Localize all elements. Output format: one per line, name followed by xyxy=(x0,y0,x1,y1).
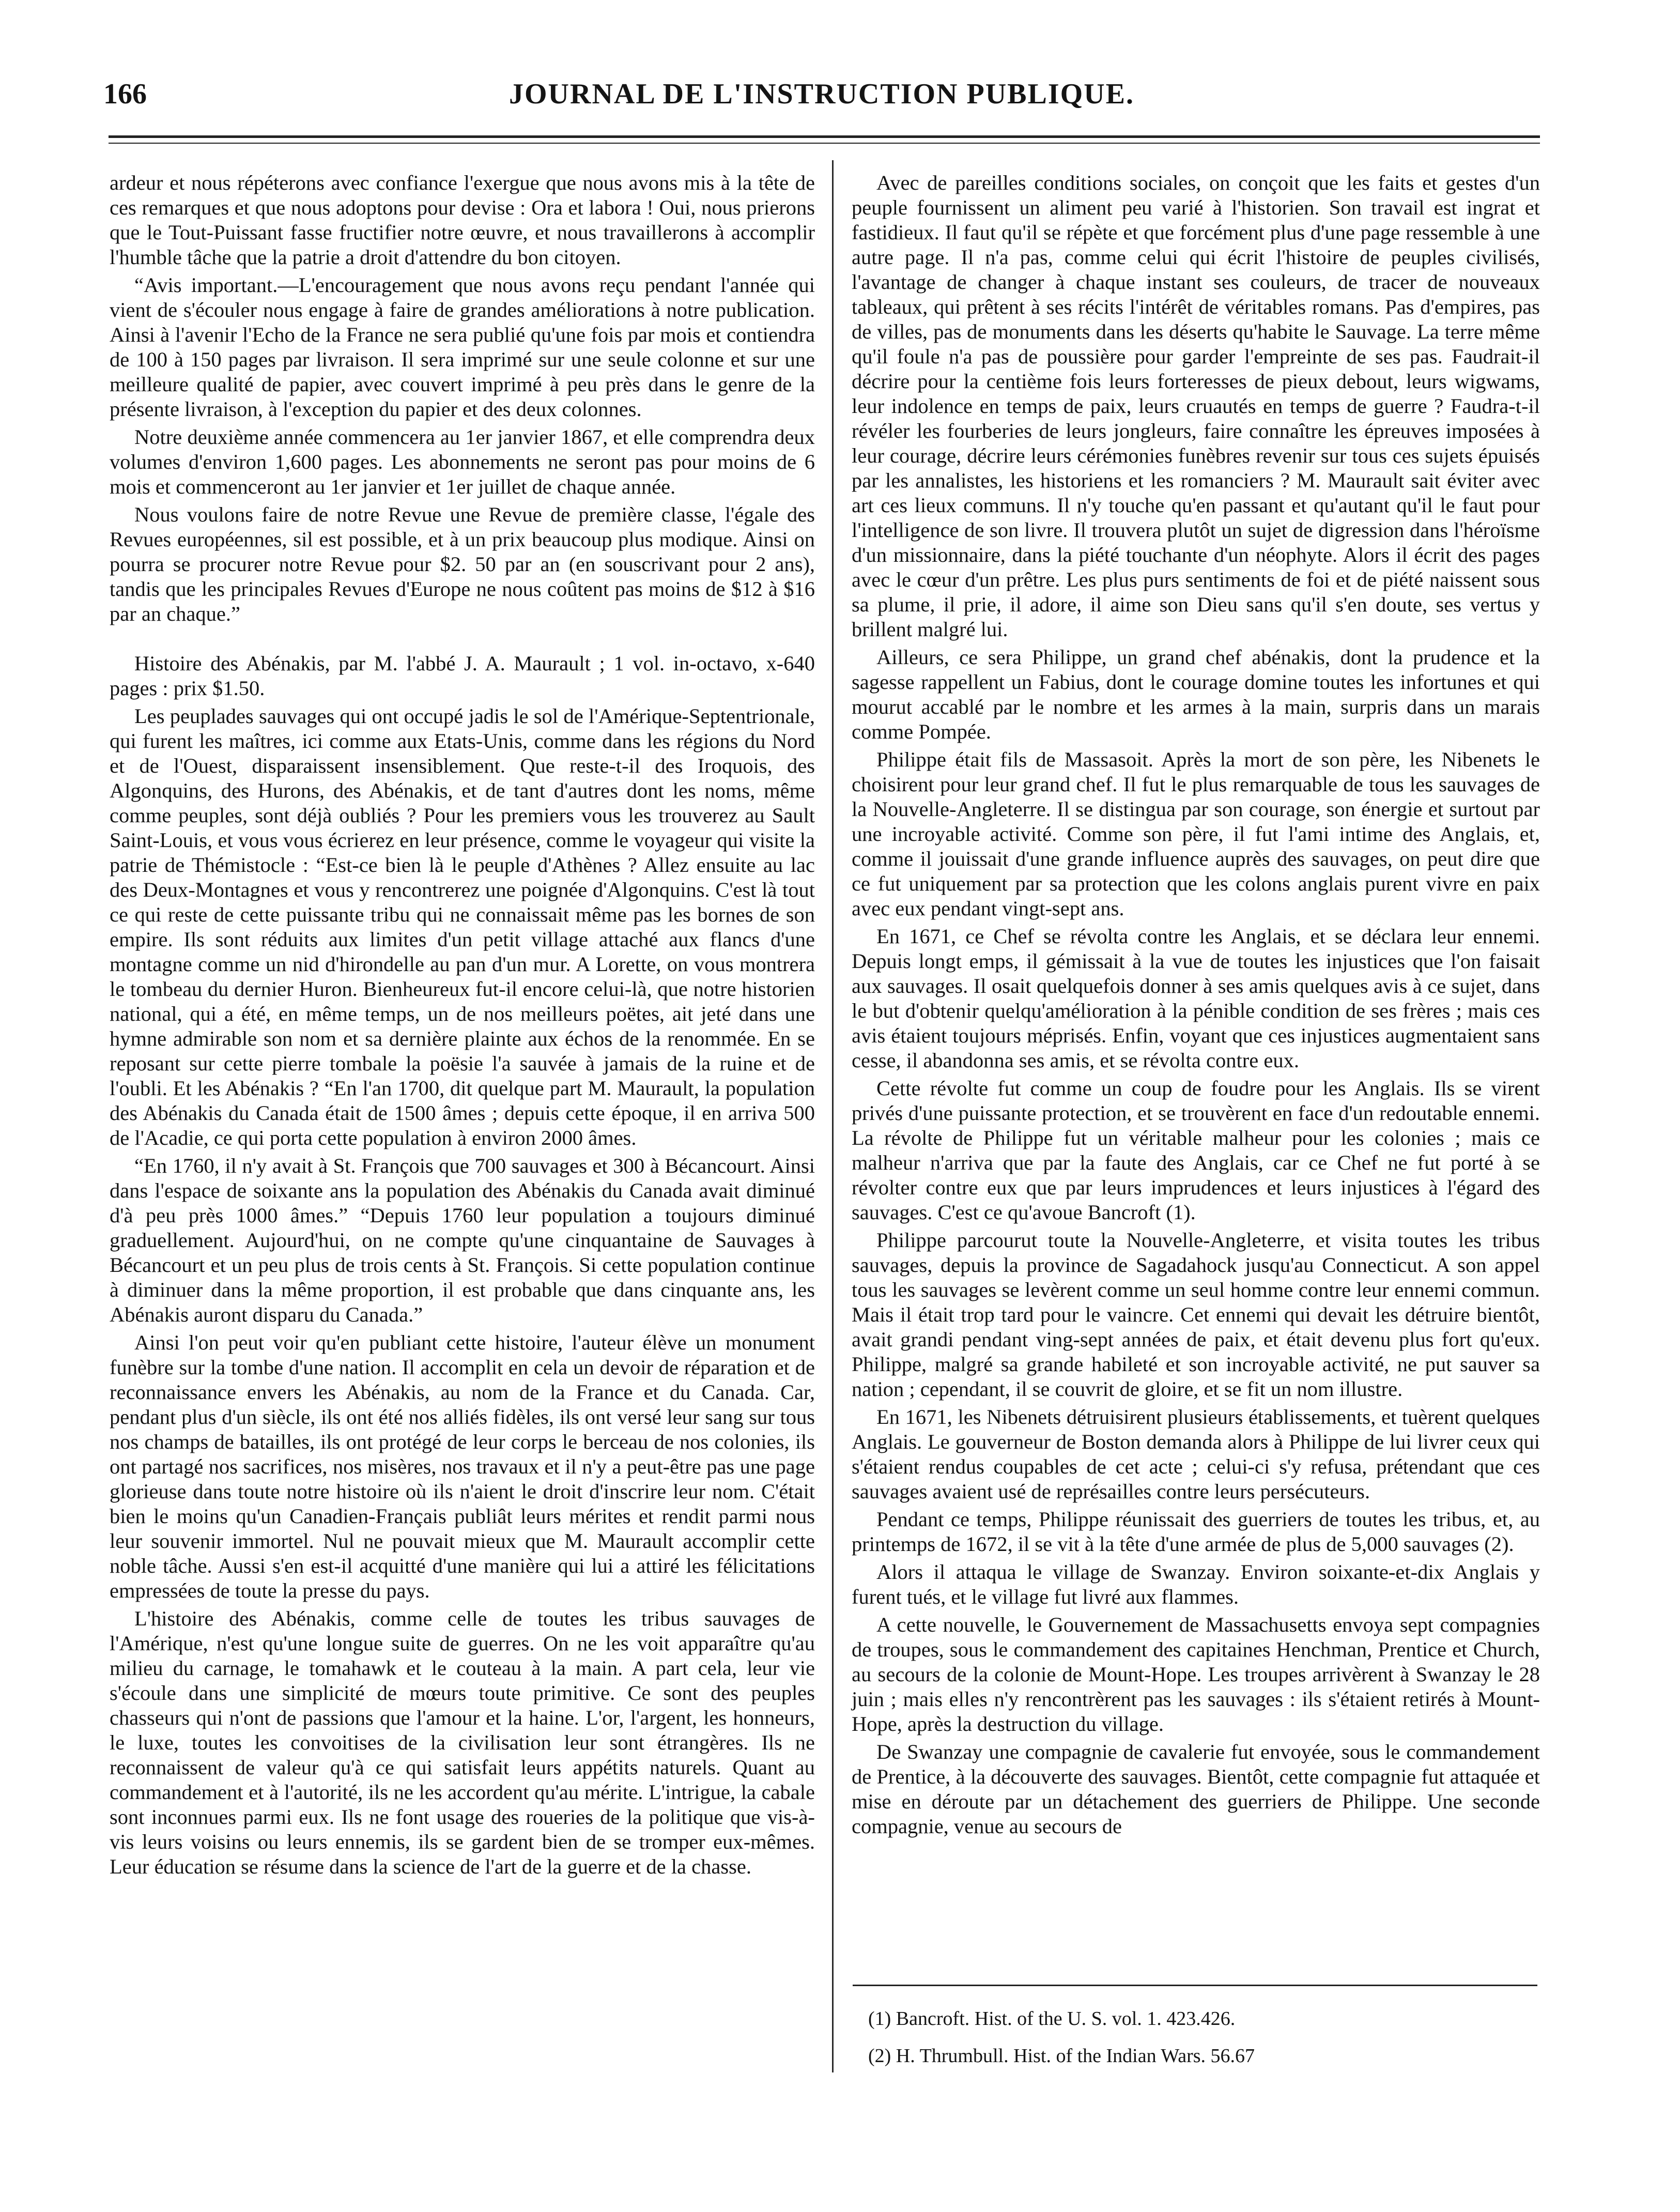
paragraph: Philippe parcourut toute la Nouvelle-Angleterre, et visita toutes les tribus sauvages, depuis la province de Sagadahock jusqu'au Connecticut. A son appel tous les sauvages se levèrent comme un seul homme contre leur ennemi commun. Mais il était trop tard pour le vaincre. Cet ennemi qui devait les détruire bientôt, avait grandi pendant ving-sept années de paix, et était devenu plus fort qu'eux. Philippe, malgré sa grande habileté et son incroyable activité, ne put sauver sa nation ; cependant, il se couvrit de gloire, et se fit un nom illustre. xyxy=(852,1228,1540,1401)
paragraph: Les peuplades sauvages qui ont occupé jadis le sol de l'Amérique-Septentrionale, qui furent les maîtres, ici comme aux Etats-Unis, comme dans les régions du Nord et de l'Ouest, disparaissent insensiblement. Que reste-t-il des Iroquois, des Algonquins, des Hurons, des Abénakis, et de tant d'autres dont les noms, même comme peuples, sont déjà oubliés ? Pour les premiers vous les trouverez au Sault Saint-Louis, et vous vous écrierez en leur présence, comme le voyageur qui visite la patrie de Thémistocle : “Est-ce bien là le peuple d'Athènes ? Allez ensuite au lac des Deux-Montagnes et vous y rencontrerez une poignée d'Algonquins. C'est là tout ce qui reste de cette puissante tribu qui ne connaissait même pas les bornes de son empire. Ils sont réduits aux limites d'un petit village attaché aux flancs d'une montagne comme un nid d'hirondelle au pan d'un mur. A Lorette, on vous montrera le tombeau du dernier Huron. Bienheureux fut-il encore celui-là, que notre historien national, qui a été, en même temps, un de nos meilleurs poëtes, ait jeté dans une hymne admirable son nom et sa dernière plainte aux échos de la renommée. En se reposant sur cette pierre tombale la poësie l'a sauvée à jamais de la ruine et de l'oubli. Et les Abénakis ? “En l'an 1700, dit quelque part M. Maurault, la population des Abénakis du Canada était de 1500 âmes ; depuis cette époque, il en arriva 500 de l'Acadie, ce qui porta cette population à environ 2000 âmes. xyxy=(110,704,815,1149)
footnotes xyxy=(868,2005,1535,2080)
footnote-1: (1) Bancroft. Hist. of the U. S. vol. 1. 423.426. xyxy=(868,2008,1236,2030)
paragraph: De Swanzay une compagnie de cavalerie fut envoyée, sous le commandement de Prentice, à la découverte des sauvages. Bientôt, cette compagnie fut attaquée et mise en déroute par un détachement des guerriers de Philippe. Une seconde compagnie, venue au secours de xyxy=(852,1740,1540,1838)
paragraph: Pendant ce temps, Philippe réunissait des guerriers de toutes les tribus, et, au printemps de 1672, il se vit à la tête d'une armée de plus de 5,000 sauvages (2). xyxy=(852,1508,1540,1556)
paragraph: Cette révolte fut comme un coup de foudre pour les Anglais. Ils se virent privés d'une puissante protection, et se trouvèrent en face d'un redoutable ennemi. La révolte de Philippe fut un véritable malheur pour les colonies ; mais ce malheur n'arriva que par la faute des Anglais, car ce Chef ne fut porté à se révolter contre eux que par leurs imprudences et leurs injustices à l'égard des sauvages. C'est ce qu'avoue Bancroft (1). xyxy=(852,1077,1540,1224)
paragraph: En 1671, ce Chef se révolta contre les Anglais, et se déclara leur ennemi. Depuis longt emps, il gémissait à la vue de toutes les injustices que l'on faisait aux sauvages. Il osait quelquefois donner à ses amis quelques avis à ce sujet, dans le but d'obtenir quelqu'amélioration à la pénible condition de ses frères ; mais ces avis étaient toujours méprisés. Enfin, voyant que ces injustices augmentaient sans cesse, il abandonna ses amis, et se révolta contre eux. xyxy=(852,925,1540,1072)
right-column xyxy=(852,171,1540,1842)
paragraph: “En 1760, il n'y avait à St. François que 700 sauvages et 300 à Bécancourt. Ainsi dans l'espace de soixante ans la population des Abénakis du Canada avait diminué d'à peu près 1000 âmes.” “Depuis 1760 leur population a toujours diminué graduellement. Aujourd'hui, on ne compte qu'une cinquantaine de Sauvages à Bécancourt et un peu plus de trois cents à St. François. Si cette population continue à diminuer dans la même proportion, il est probable que dans cinquante ans, les Abénakis auront disparu du Canada.” xyxy=(110,1154,815,1326)
page-header xyxy=(103,78,1540,124)
paragraph: Ailleurs, ce sera Philippe, un grand chef abénakis, dont la prudence et la sagesse rappellent un Fabius, dont le courage domine toutes les infortunes et qui mourut accablé par le nombre et les armes à la main, surpris dans un marais comme Pompée. xyxy=(852,646,1540,743)
page-number: 166 xyxy=(103,78,147,110)
paragraph: Philippe était fils de Massasoit. Après la mort de son père, les Nibenets le choisirent pour leur grand chef. Il fut le plus remarquable de tous les sauvages de la Nouvelle-Angleterre. Il se distingua par son courage, son énergie et surtout par une incroyable activité. Comme son père, il fut l'ami intime des Anglais, et, comme il jouissait d'une grande influence auprès des sauvages, on peut dire que ce fut uniquement par sa protection que les colons anglais purent vivre en paix avec eux pendant vingt-sept ans. xyxy=(852,748,1540,920)
paragraph: Notre deuxième année commencera au 1er janvier 1867, et elle comprendra deux volumes d'environ 1,600 pages. Les abonnements ne seront pas pour moins de 6 mois et commenceront au 1er janvier et 1er juillet de chaque année. xyxy=(110,425,815,498)
paragraph: Ainsi l'on peut voir qu'en publiant cette histoire, l'auteur élève un monument funèbre sur la tombe d'une nation. Il accomplit en cela un devoir de réparation et de reconnaissance envers les Abénakis, au nom de la France et du Canada. Car, pendant plus d'un siècle, ils ont été nos alliés fidèles, ils ont versé leur sang sur tous nos champs de batailles, ils ont protégé de leur corps le berceau de nos colonies, ils ont partagé nos sacrifices, nos misères, nos travaux et il n'y a peut-être pas une page glorieuse dans toute notre histoire où ils n'aient le droit d'inscrire leur nom. C'était bien le moins qu'un Canadien-Français publiât leurs mérites et rendit parmi nous leur souvenir immortel. Nul ne pouvait mieux que M. Maurault accomplir cette noble tâche. Aussi s'en est-il acquitté d'une manière qui lui a attiré les félicitations empressées de toute la presse du pays. xyxy=(110,1331,815,1602)
paragraph: En 1671, les Nibenets détruisirent plusieurs établissements, et tuèrent quelques Anglais. Le gouverneur de Boston demanda alors à Philippe de lui livrer ceux qui s'étaient rendus coupables de cet acte ; celui-ci s'y refusa, prétendant que ces sauvages avaient usé de représailles contre leurs persécuteurs. xyxy=(852,1405,1540,1503)
footnote-rule xyxy=(853,1985,1537,1986)
header-rule-thin xyxy=(109,143,1540,144)
left-column xyxy=(110,171,815,1882)
paragraph: “Avis important.—L'encouragement que nous avons reçu pendant l'année qui vient de s'écouler nous engage à faire de grandes améliorations à notre publication. Ainsi à l'avenir l'Echo de la France ne sera publié qu'une fois par mois et contiendra de 100 à 150 pages par livraison. Il sera imprimé sur une seule colonne et sur une meilleure qualité de papier, avec couvert imprimé à peu près dans le genre de la présente livraison, à l'exception du papier et des deux colonnes. xyxy=(110,273,815,421)
paragraph: Alors il attaqua le village de Swanzay. Environ soixante-et-dix Anglais y furent tués, et le village fut livré aux flammes. xyxy=(852,1560,1540,1608)
paragraph: A cette nouvelle, le Gouvernement de Massachusetts envoya sept compagnies de troupes, sous le commandement des capitaines Henchman, Prentice et Church, au secours de la colonie de Mount-Hope. Les troupes arrivèrent à Swanzay le 28 juin ; mais elles n'y rencontrèrent pas les sauvages : ils s'étaient retirés à Mount-Hope, après la destruction du village. xyxy=(852,1613,1540,1735)
footnote-2: (2) H. Thrumbull. Hist. of the Indian Wars. 56.67 xyxy=(868,2045,1255,2067)
header-rule-thick xyxy=(109,135,1540,138)
column-divider xyxy=(832,160,834,2072)
paragraph: ardeur et nous répéterons avec confiance l'exergue que nous avons mis à la tête de ces remarques et que nous adoptons pour devise : Ora et labora ! Oui, nous prierons que le Tout-Puissant fasse fructifier notre œuvre, et nous travaillerons à accomplir l'humble tâche que la patrie a droit d'attendre du bon citoyen. xyxy=(110,171,815,269)
review-heading: Histoire des Abénakis, par M. l'abbé J. A. Maurault ; 1 vol. in-octavo, x-640 pages : prix $1.50. xyxy=(110,652,815,700)
paragraph: L'histoire des Abénakis, comme celle de toutes les tribus sauvages de l'Amérique, n'est qu'une longue suite de guerres. On ne les voit apparaître qu'au milieu du carnage, le tomahawk et le couteau à la main. A part cela, leur vie s'écoule dans une simplicité de mœurs toute primitive. Ce sont des peuples chasseurs qui n'ont de passions que l'amour et la haine. L'or, l'argent, les honneurs, le luxe, toutes les convoitises de la civilisation leur sont étrangères. Ils ne reconnaissent de valeur qu'à ce qui satisfait leurs appétits naturels. Quant au commandement et à l'autorité, ils ne les accordent qu'au mérite. L'intrigue, la cabale sont inconnues parmi eux. Ils ne font usage des roueries de la politique que vis-à-vis leurs voisins ou leurs ennemis, ils se gardent bien de se tromper eux-mêmes. Leur éducation se résume dans la science de l'art de la guerre et de la chasse. xyxy=(110,1607,815,1878)
paragraph: Avec de pareilles conditions sociales, on conçoit que les faits et gestes d'un peuple fournissent un aliment peu varié à l'historien. Son travail est ingrat et fastidieux. Il faut qu'il se répète et que forcément plus d'une page ressemble à une autre page. Il n'a pas, comme celui qui écrit l'histoire de peuples civilisés, l'avantage de changer à chaque instant ses couleurs, de tracer de nouveaux tableaux, qui prêtent à ses récits l'intérêt de véritables romans. Pas d'empires, pas de villes, pas de monuments dans les déserts qu'habite le Sauvage. La terre même qu'il foule n'a pas de poussière pour garder l'empreinte de ses pas. Faudrait-il décrire pour la centième fois leurs forteresses de pieux debout, leurs wigwams, leur indolence en temps de paix, leurs cruautés en temps de guerre ? Faudra-t-il révéler les fourberies de leurs jongleurs, faire connaître les épreuves imposées à leur courage, décrire leurs cérémonies funèbres revenir sur tous ces sujets épuisés par les annalistes, les historiens et les romanciers ? M. Maurault sait éviter avec art ces lieux communs. Il n'y touche qu'en passant et qu'autant qu'il le faut pour l'intelligence de son livre. Il trouvera plutôt un sujet de digression dans l'héroïsme d'un missionnaire, dans la piété touchante d'un néophyte. Alors il écrit des pages avec le cœur d'un prêtre. Les plus purs sentiments de foi et de piété naissent sous sa plume, il prie, il adore, il aime son Dieu sans qu'il s'en doute, ses vertus y brillent malgré lui. xyxy=(852,171,1540,641)
journal-title: JOURNAL DE L'INSTRUCTION PUBLIQUE. xyxy=(509,78,1134,110)
paragraph: Nous voulons faire de notre Revue une Revue de première classe, l'égale des Revues européennes, sil est possible, et à un prix beaucoup plus modique. Ainsi on pourra se procurer notre Revue pour $2. 50 par an (en souscrivant pour 2 ans), tandis que les principales Revues d'Europe ne nous coûtent pas moins de $12 à $16 par an chaque.” xyxy=(110,503,815,625)
